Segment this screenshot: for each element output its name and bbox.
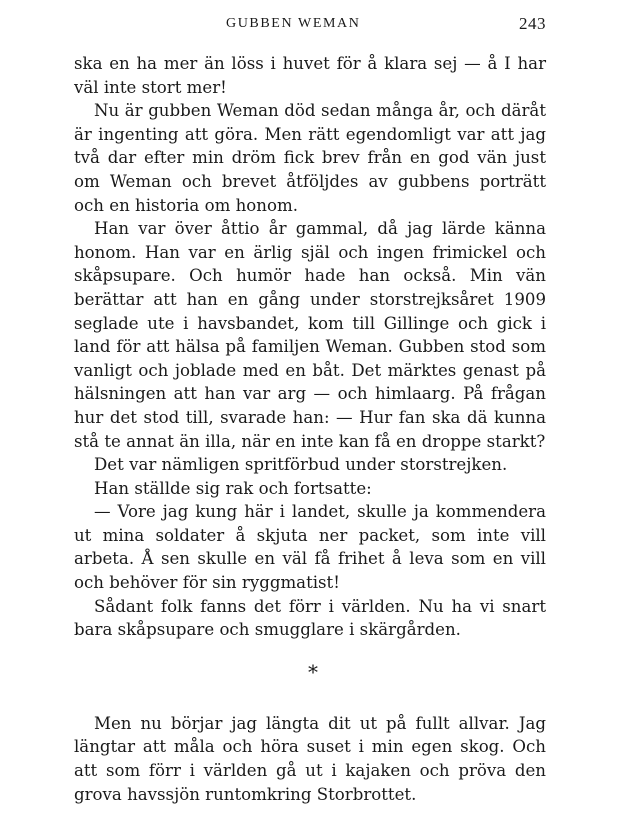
paragraph: Han ställde sig rak och fortsatte: bbox=[94, 478, 372, 498]
section-separator: * bbox=[308, 659, 318, 684]
paragraph: Han var över åttio år gammal, då jag lärde känna honom. Han var en ärlig själ och ingen frimickel och skåpsupare. Och humör hade han också. Min vän berättar att han en gång under storstrejksåret 1909 seglade ute i havsbandet, kom till Gillinge och gick i land för att hälsa på familjen Weman. Gubben stod som vanligt och joblade med en båt. Det märktes genast på hälsningen att han var arg — och himlaarg. På frågan hur det stod till, svarade han: — Hur fan ska dä kunna stå te annat än illa, när en inte kan få en droppe starkt? bbox=[74, 219, 546, 451]
paragraph: Sådant folk fanns det förr i världen. Nu ha vi snart bara skåpsupare och smugglare i skärgården. bbox=[74, 596, 546, 640]
paragraph: — Vore jag kung här i landet, skulle ja kommendera ut mina soldater å skjuta ner packet, som inte vill arbeta. Å sen skulle en väl få frihet å leva som en vill och behöver för sin ryggmatist! bbox=[74, 502, 546, 593]
paragraph: Nu är gubben Weman död sedan många år, och däråt är ingenting att göra. Men rätt egendomligt var att jag två dar efter min dröm fick brev från en god vän just om Weman och brevet åtföljdes av gubbens porträtt och en historia om honom. bbox=[74, 101, 546, 215]
paragraph: Det var nämligen spritförbud under storstrejken. bbox=[94, 455, 508, 475]
paragraph: Men nu börjar jag längta dit ut på fullt allvar. Jag längtar att måla och höra suset i min egen skog. Och att som förr i världen gå ut i kajaken och pröva den grova havssjön runtomkring Storbrottet. bbox=[74, 713, 546, 804]
body-text bbox=[74, 52, 546, 806]
running-title: GUBBEN WEMAN bbox=[226, 16, 361, 31]
paragraph-continuation: ska en ha mer än löss i huvet för å klara sej — å I har väl inte stort mer! bbox=[74, 54, 546, 97]
running-header bbox=[74, 14, 546, 38]
book-page bbox=[74, 14, 546, 806]
page-number: 243 bbox=[519, 14, 546, 33]
